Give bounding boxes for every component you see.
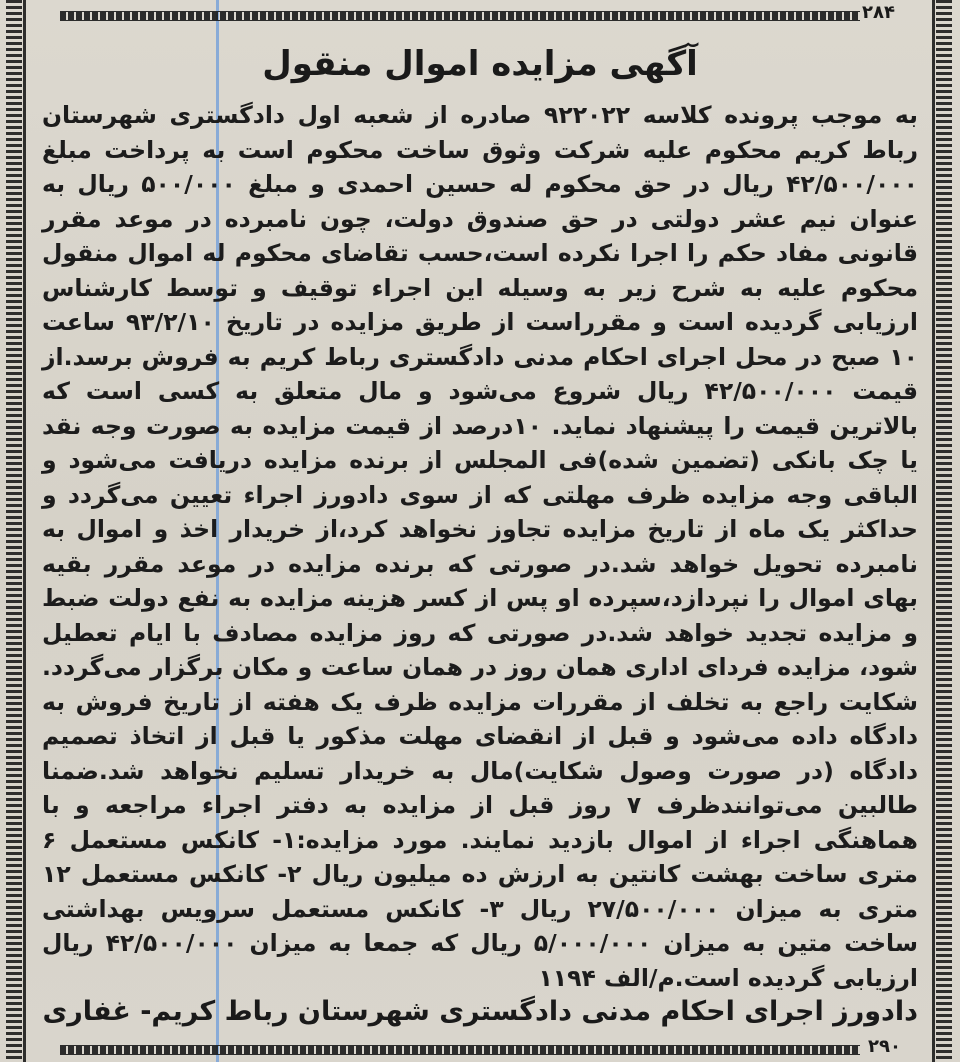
- bottom-page-number: ۲۹۰: [868, 1036, 901, 1057]
- top-page-number: ۲۸۴: [862, 2, 895, 23]
- notice-body: به موجب پرونده کلاسه ۹۲۲۰۲۲ صادره از شعبه اول دادگستری شهرستان رباط کریم محکوم علیه شرکت وثوق ساخت محکوم است به پرداخت مبلغ ۴۲/۵۰۰/۰۰۰ ریال در حق محکوم له حسین احمدی و مبلغ ۵۰۰/۰۰۰ ریال به عنوان نیم عشر دولتی در حق صندوق دولت، چون نامبرده در موعد مقرر قانونی مفاد حکم را اجرا نکرده است،حسب تقاضای محکوم له اموال منقول محکوم علیه به شرح زیر به وسیله این اجراء توقیف و توسط کارشناس ارزیابی گردیده است و مقرراست از طریق مزایده در تاریخ ۹۳/۲/۱۰ ساعت ۱۰ صبح در محل اجرای احکام مدنی دادگستری رباط کریم به فروش برسد.از قیمت ۴۲/۵۰۰/۰۰۰ ریال شروع می‌شود و مال متعلق به کسی است که بالاترین قیمت را پیشنهاد نماید. ۱۰درصد از قیمت مزایده به صورت وجه نقد یا چک بانکی (تضمین شده)فی المجلس از برنده مزایده دریافت می‌شود و الباقی وجه مزایده ظرف مهلتی که از سوی دادورز اجراء تعیین می‌گردد و حداکثر یک ماه از تاریخ مزایده تجاوز نخواهد کرد،از خریدار اخذ و اموال به نامبرده تحویل خواهد شد.در صورتی که برنده مزایده در موعد مقرر بقیه بهای اموال را نپردازد،سپرده او پس از کسر هزینه مزایده به نفع دولت ضبط و مزایده تجدید خواهد شد.در صورتی که روز مزایده مصادف با ایام تعطیل شود، مزایده فردای اداری همان روز در همان ساعت و مکان برگزار می‌گردد. شکایت راجع به تخلف از مقررات مزایده ظرف یک هفته از تاریخ فروش به دادگاه داده می‌شود و قبل از انقضای مهلت مذکور یا قبل از اتخاذ تصمیم دادگاه (در صورت وصول شکایت)مال به خریدار تسلیم نخواهد شد.ضمنا طالبین می‌توانندظرف ۷ روز قبل از مزایده به دفتر اجراء مراجعه و با هماهنگی اجراء از اموال بازدید نمایند. مورد مزایده:۱- کانکس مستعمل ۶ متری ساخت بهشت کانتین به ارزش ده میلیون ریال ۲- کانکس مستعمل ۱۲ متری به میزان ۲۷/۵۰۰/۰۰۰ ریال ۳- کانکس مستعمل سرویس بهداشتی ساخت متین به میزان ۵/۰۰۰/۰۰۰ ریال که جمعا به میزان ۴۲/۵۰۰/۰۰۰ ریال ارزیابی گردیده است.م/الف ۱۱۹۴: [42, 101, 919, 992]
- notice-signature: دادورز اجرای احکام مدنی دادگستری شهرستان رباط کریم- غفاری: [42, 996, 918, 1027]
- right-border-rule: [936, 0, 952, 1062]
- top-decorative-rule: [60, 12, 860, 20]
- bottom-decorative-rule: [60, 1046, 860, 1054]
- notice-title: آگهی مزایده اموال منقول: [262, 44, 698, 84]
- left-border-rule: [6, 0, 22, 1062]
